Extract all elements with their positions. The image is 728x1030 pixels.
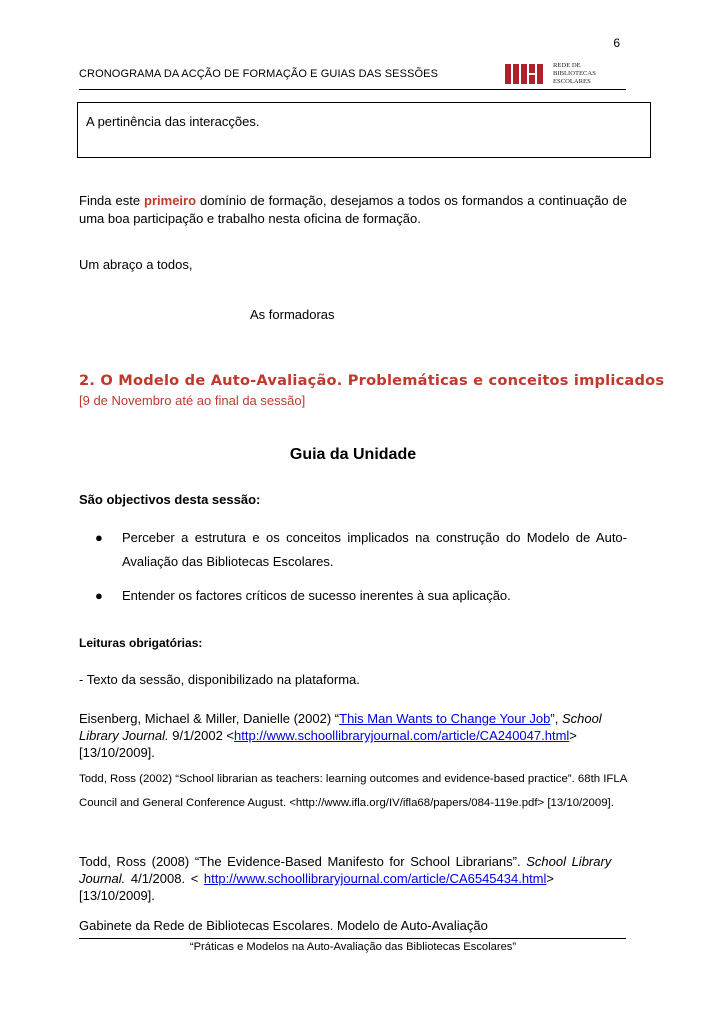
bullet-icon: ● [95,530,103,545]
closing-highlight: primeiro [144,193,197,208]
rbe-logo [505,62,601,88]
footer-divider [79,938,626,939]
content-box [77,102,651,158]
closing-text-end: domínio de formação, desejamos a todos os formandos a continuação de uma boa participação e trabalho nesta oficina de formação. [79,193,627,226]
signature: As formadoras [250,307,335,322]
section-subtitle: [9 de Novembro até ao final da sessão] [79,393,306,408]
ref-journal: School Library Journal. [79,711,602,743]
ref-text: > [13/10/2009]. [79,871,554,903]
box-text: A pertinência das interacções. [86,114,260,129]
ref-date: 4/1/2008. < [125,871,204,886]
list-item [95,584,627,608]
logo-text [553,62,596,86]
objectives-list [95,526,627,618]
logo-line: REDE DE [553,62,581,69]
objectives-heading: São objectivos desta sessão: [79,492,261,507]
guide-title: Guia da Unidade [289,446,417,463]
page-number: 6 [613,36,620,50]
reference-2: Todd, Ross (2002) “School librarian as teachers: learning outcomes and evidence-based practice”. 68th IFLA Council and General Conference August. <http://www.ifla.org/IV/ifla68/papers/084-119e.pdf> [13/10/2009]. [79,773,627,809]
logo-line: BIBLIOTECAS [553,70,596,77]
greeting: Um abraço a todos, [79,257,193,272]
objective-text: Perceber a estrutura e os conceitos implicados na construção do Modelo de Auto-Avaliação das Bibliotecas Escolares. [122,530,627,569]
ref-journal: School Library Journal. [79,854,612,886]
bullet-icon: ● [95,588,103,603]
reading-item: - Texto da sessão, disponibilizado na plataforma. [79,672,360,687]
footer-subtext: “Práticas e Modelos na Auto-Avaliação das Bibliotecas Escolares” [189,941,517,953]
reference-1 [79,710,627,761]
ref-text: Todd, Ross (2008) “The Evidence-Based Manifesto for School Librarians”. [79,854,527,869]
closing-text-start: Finda este [79,193,145,208]
logo-line: ESCOLARES [553,78,591,85]
section-title: 2. O Modelo de Auto-Avaliação. Problemáticas e conceitos implicados [79,372,665,389]
readings-heading: Leituras obrigatórias: [79,636,203,650]
list-item [95,526,627,574]
logo-mark-icon [505,64,547,84]
ref-url-link[interactable]: http://www.schoollibraryjournal.com/article/CA6545434.html [203,871,547,886]
header-title: CRONOGRAMA DA ACÇÃO DE FORMAÇÃO E GUIAS DAS SESSÕES [79,68,439,80]
closing-paragraph [79,192,627,228]
ref-text: Eisenberg, Michael & Miller, Danielle (2002) “ [79,711,340,726]
ref-title-link[interactable]: This Man Wants to Change Your Job [339,711,551,726]
ref-url-link[interactable]: http://www.schoollibraryjournal.com/article/CA240047.html [234,728,570,743]
reference-3 [79,853,627,904]
footer-text: Gabinete da Rede de Bibliotecas Escolares. Modelo de Auto-Avaliação [79,918,488,933]
ref-date: 9/1/2002 < [168,728,235,743]
ref-text: > [13/10/2009]. [79,728,577,760]
header-divider [79,89,626,90]
ref-text: ”, [550,711,562,726]
objective-text: Entender os factores críticos de sucesso inerentes à sua aplicação. [122,588,511,603]
